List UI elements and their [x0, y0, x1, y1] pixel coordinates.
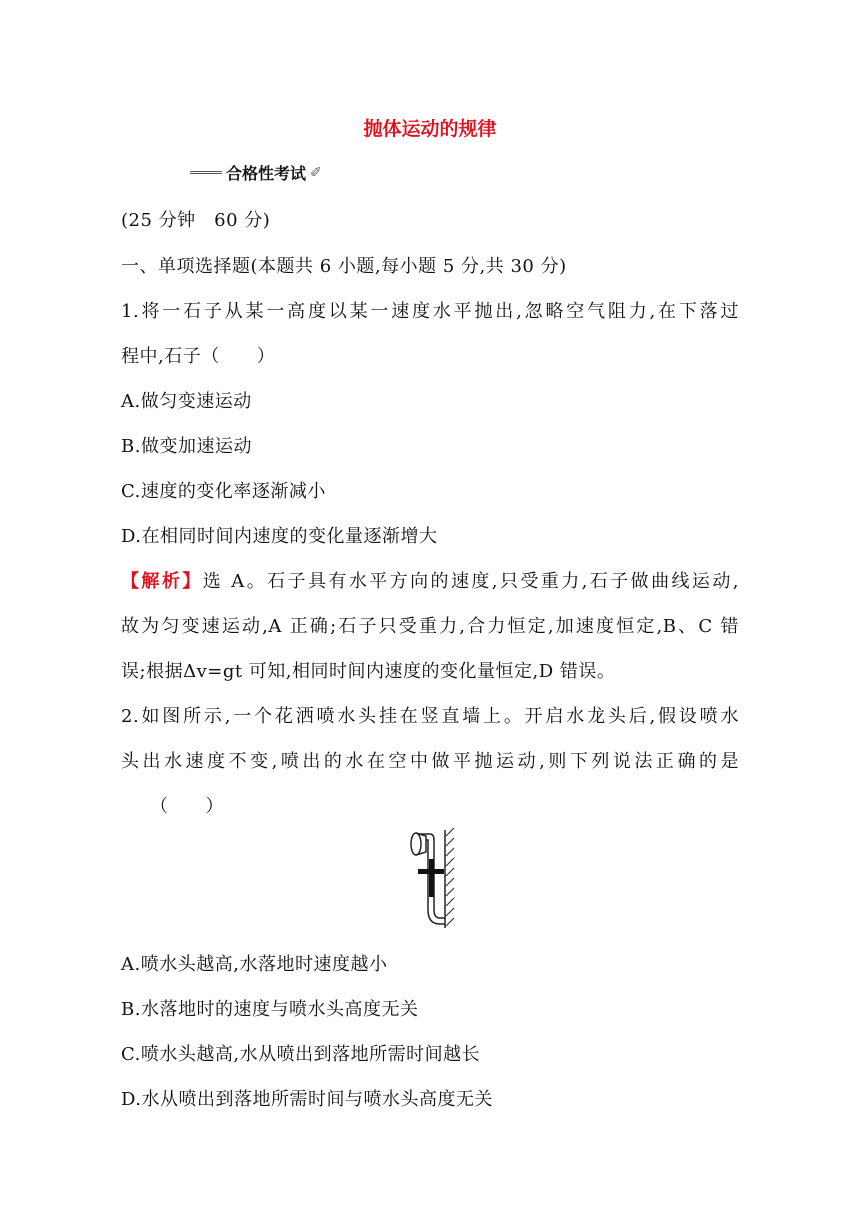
pencil-icon: ✐ — [310, 164, 322, 181]
q1-analysis-line3: 误;根据Δv=gt 可知,相同时间内速度的变化量恒定,D 错误。 — [121, 661, 616, 682]
q1-option-d: D.在相同时间内速度的变化量逐渐增大 — [121, 526, 438, 547]
q2-option-d: D.水从喷出到落地所需时间与喷水头高度无关 — [121, 1089, 494, 1110]
page-title: 抛体运动的规律 — [363, 118, 497, 140]
q1-option-a: A.做匀变速运动 — [121, 391, 252, 412]
q1-stem-line2: 程中,石子（ ） — [121, 346, 276, 367]
q2-stem-line1: 2.如图所示,一个花洒喷水头挂在竖直墙上。开启水龙头后,假设喷水 — [121, 706, 739, 727]
q1-analysis-line1 — [121, 567, 739, 593]
q2-option-b: B.水落地时的速度与喷水头高度无关 — [121, 999, 419, 1020]
shower-head-on-wall-icon — [400, 826, 462, 930]
analysis-text: 选 A。石子具有水平方向的速度,只受重力,石子做曲线运动, — [202, 571, 739, 592]
time-info: (25 分钟 60 分) — [121, 210, 271, 231]
section-subtitle — [190, 161, 322, 184]
shower-head-figure — [400, 826, 462, 934]
q1-option-b: B.做变加速运动 — [121, 436, 252, 457]
double-line-decoration — [190, 171, 222, 174]
q1-analysis-line2: 故为匀变速运动,A 正确;石子只受重力,合力恒定,加速度恒定,B、C 错 — [121, 616, 739, 637]
q2-stem-line3: （ ） — [150, 796, 224, 817]
analysis-tag: 【解析】 — [121, 571, 203, 592]
part-heading: 一、单项选择题(本题共 6 小题,每小题 5 分,共 30 分) — [121, 256, 567, 277]
q1-option-c: C.速度的变化率逐渐减小 — [121, 481, 326, 502]
q2-stem-line2: 头出水速度不变,喷出的水在空中做平抛运动,则下列说法正确的是 — [121, 751, 739, 772]
q1-stem-line1: 1.将一石子从某一高度以某一速度水平抛出,忽略空气阻力,在下落过 — [121, 301, 739, 322]
q2-option-c: C.喷水头越高,水从喷出到落地所需时间越长 — [121, 1044, 481, 1065]
section-label: 合格性考试 — [226, 164, 307, 183]
q2-option-a: A.喷水头越高,水落地时速度越小 — [121, 954, 388, 975]
